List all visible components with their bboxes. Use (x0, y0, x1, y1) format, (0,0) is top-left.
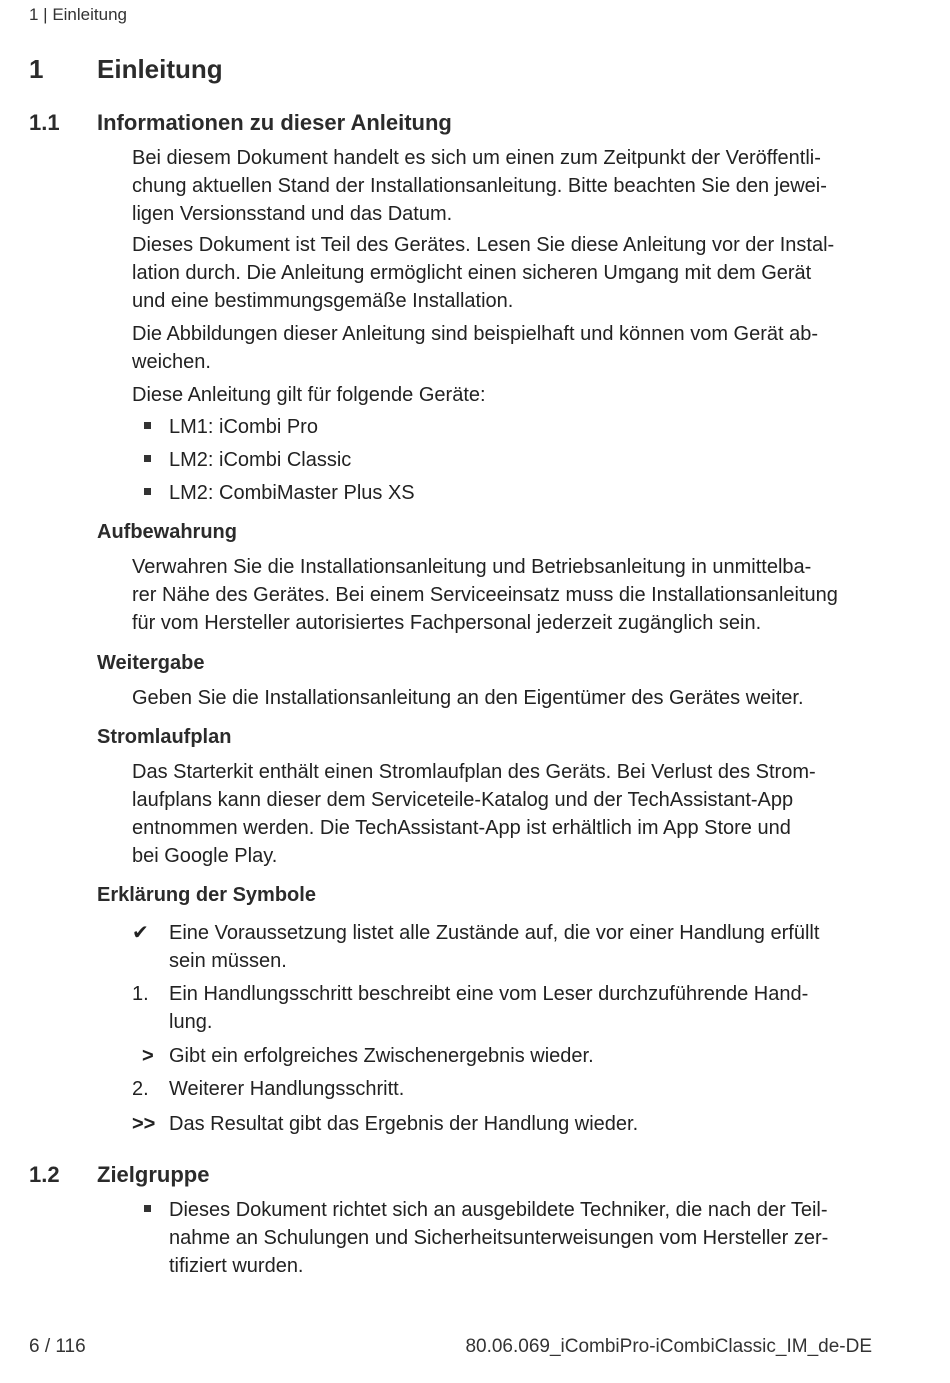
symbol-description (169, 1110, 877, 1138)
paragraph-line: Verwahren Sie die Installationsanleitung und Betriebsanleitung in unmittelba- (132, 556, 812, 578)
step-number: 2. (132, 1078, 149, 1100)
arrow-icon: > (142, 1045, 154, 1067)
paragraph-line: Die Abbildungen dieser Anleitung sind beispielhaft und können vom Gerät ab- (132, 323, 819, 345)
paragraph-line: tifiziert wurden. (169, 1255, 304, 1277)
list-item (132, 413, 877, 441)
subheading-storage: Aufbewahrung (97, 521, 237, 543)
device-name: LM2: CombiMaster Plus XS (169, 482, 415, 504)
paragraph-line: Eine Voraussetzung listet alle Zustände auf, die vor einer Handlung erfüllt (169, 922, 820, 944)
symbol-item-intermediate (132, 1042, 877, 1070)
symbol-description (169, 1042, 877, 1070)
paragraph-part-of-device (132, 231, 877, 315)
subheading-wiring: Stromlaufplan (97, 726, 232, 748)
list-item (132, 446, 877, 474)
paragraph-line: Bei diesem Dokument handelt es sich um einen zum Zeitpunkt der Veröffentli- (132, 147, 821, 169)
paragraph-line: weichen. (132, 351, 211, 373)
section-1-1-number: 1.1 (29, 110, 60, 135)
symbol-item-precondition (132, 919, 877, 975)
paragraph-line: und eine bestimmungsgemäße Installation. (132, 290, 514, 312)
paragraph-line: Dieses Dokument richtet sich an ausgebildete Techniker, die nach der Teil- (169, 1199, 828, 1221)
chapter-title: Einleitung (97, 54, 223, 84)
bullet-square-icon (144, 1196, 160, 1224)
paragraph-line: nahme an Schulungen und Sicherheitsunterweisungen vom Hersteller zer- (169, 1227, 829, 1249)
paragraph-line: Geben Sie die Installationsanleitung an den Eigentümer des Gerätes weiter. (132, 687, 804, 709)
device-name: LM1: iCombi Pro (169, 416, 318, 438)
paragraph-line: Dieses Dokument ist Teil des Gerätes. Lesen Sie diese Anleitung vor der Instal- (132, 234, 835, 256)
paragraph-line: entnommen werden. Die TechAssistant-App ist erhältlich im App Store und (132, 817, 791, 839)
section-1-2-title: Zielgruppe (97, 1162, 210, 1187)
bullet-square-icon (144, 413, 160, 441)
symbol-description (169, 980, 877, 1036)
subheading-symbols: Erklärung der Symbole (97, 884, 316, 906)
paragraph-line: lung. (169, 1011, 213, 1033)
symbol-description (169, 1075, 877, 1103)
paragraph-line: bei Google Play. (132, 845, 278, 867)
step-number: 1. (132, 983, 149, 1005)
device-name: LM2: iCombi Classic (169, 449, 352, 471)
paragraph-line: Das Starterkit enthält einen Stromlaufplan des Geräts. Bei Verlust des Strom- (132, 761, 816, 783)
paragraph-storage (132, 553, 877, 637)
paragraph-line: Weiterer Handlungsschritt. (169, 1078, 405, 1100)
paragraph-line: Ein Handlungsschritt beschreibt eine vom Leser durchzuführende Hand- (169, 983, 809, 1005)
paragraph-line: Gibt ein erfolgreiches Zwischenergebnis wieder. (169, 1045, 594, 1067)
list-item (132, 1196, 877, 1280)
paragraph-devices-intro: Diese Anleitung gilt für folgende Geräte: (132, 384, 486, 406)
symbol-item-step (132, 980, 877, 1036)
running-head: 1 | Einleitung (29, 5, 127, 24)
bullet-square-icon (144, 446, 160, 474)
paragraph-line: rer Nähe des Gerätes. Bei einem Serviceeinsatz muss die Installationsanleitung (132, 584, 838, 606)
checkmark-icon: ✔ (132, 922, 149, 944)
paragraph-line: ligen Versionsstand und das Datum. (132, 203, 453, 225)
subheading-handover: Weitergabe (97, 652, 205, 674)
paragraph-line: für vom Hersteller autorisiertes Fachpersonal jederzeit zugänglich sein. (132, 612, 762, 634)
chapter-number: 1 (29, 54, 44, 84)
section-1-2-number: 1.2 (29, 1162, 60, 1187)
paragraph-line: Das Resultat gibt das Ergebnis der Handlung wieder. (169, 1113, 639, 1135)
target-group-description (169, 1196, 877, 1280)
double-arrow-icon: >> (132, 1113, 156, 1135)
symbol-item-result (132, 1110, 877, 1138)
bullet-square-icon (144, 479, 160, 507)
page-number: 6 / 116 (29, 1336, 86, 1357)
symbol-description (169, 919, 877, 975)
paragraph-handover (132, 684, 877, 712)
paragraph-line: lation durch. Die Anleitung ermöglicht einen sicheren Umgang mit dem Gerät (132, 262, 812, 284)
list-item (132, 479, 877, 507)
document-id: 80.06.069_iCombiPro-iCombiClassic_IM_de-DE (465, 1336, 872, 1357)
paragraph-illustrations (132, 320, 877, 376)
paragraph-line: laufplans kann dieser dem Serviceteile-Katalog und der TechAssistant-App (132, 789, 794, 811)
paragraph-line: sein müssen. (169, 950, 287, 972)
paragraph-line: chung aktuellen Stand der Installationsanleitung. Bitte beachten Sie den jewei- (132, 175, 827, 197)
paragraph-intro (132, 144, 877, 228)
symbol-item-step (132, 1075, 877, 1103)
paragraph-wiring (132, 758, 877, 870)
section-1-1-title: Informationen zu dieser Anleitung (97, 110, 452, 135)
